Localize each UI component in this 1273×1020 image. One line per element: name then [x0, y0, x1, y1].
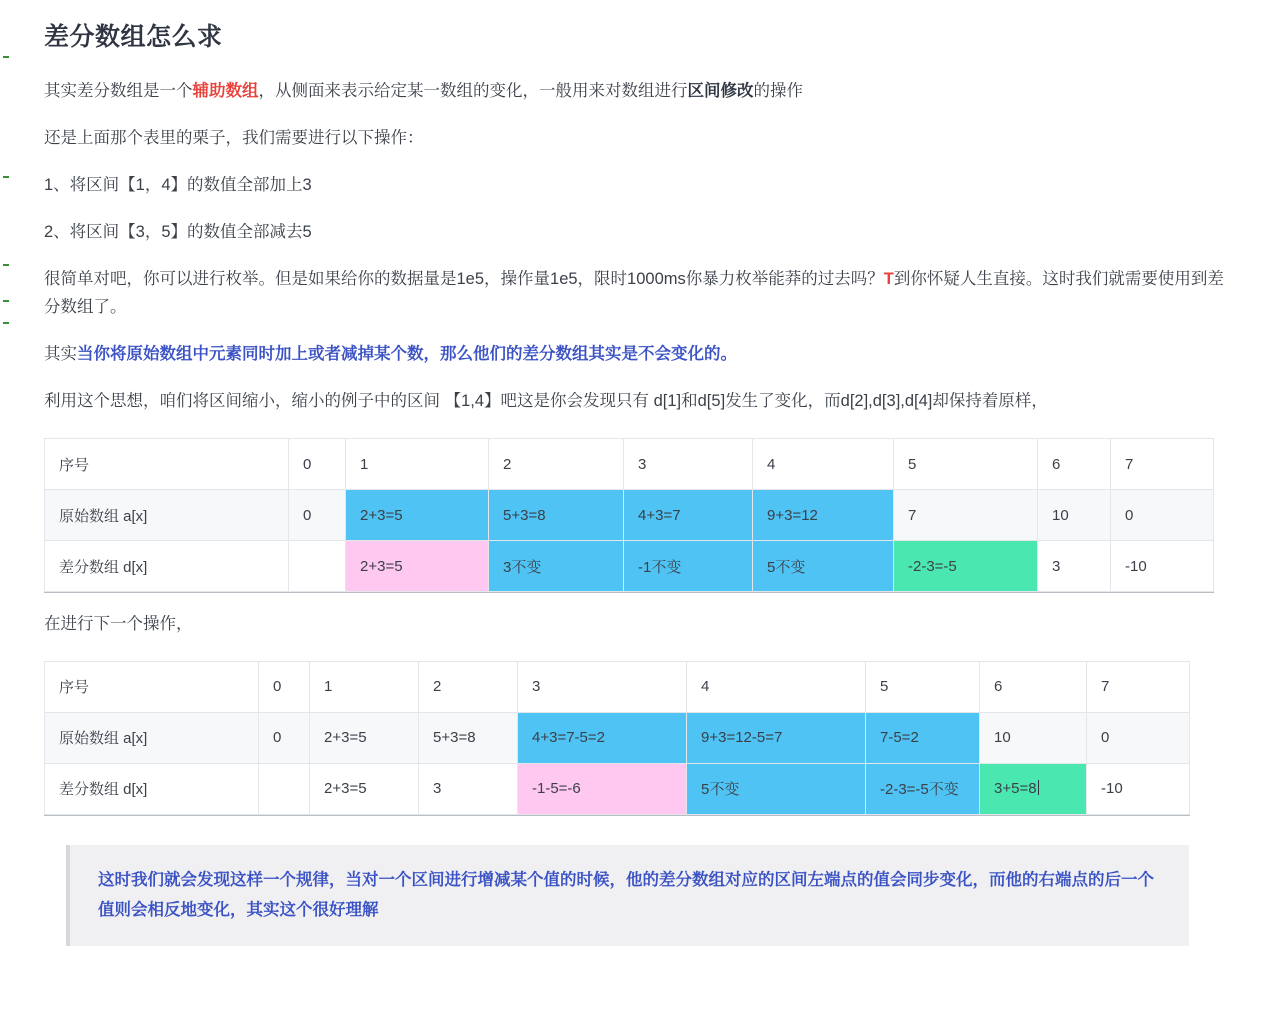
table-cell — [289, 541, 346, 592]
text-run: 到你怀疑人生直接。这时我们就需要使用到差分数组了。 — [44, 269, 1224, 317]
table-cell: 5 — [894, 439, 1038, 490]
right-rail — [1251, 0, 1273, 1020]
table-cell: 2+3=5 — [310, 712, 419, 763]
table-cell: -1不变 — [624, 541, 753, 592]
table-cell: 2+3=5 — [310, 763, 419, 814]
table-cell: 5不变 — [753, 541, 894, 592]
table-cell: 5+3=8 — [419, 712, 518, 763]
table-cell: 5不变 — [687, 763, 866, 814]
table-cell: 3 — [419, 763, 518, 814]
document-page — [22, 0, 1251, 1020]
paragraph-7 — [44, 387, 1229, 416]
cell-text: 3+5=8 — [994, 780, 1037, 798]
paragraph-4 — [44, 218, 1229, 247]
table-cell: -2-3=-5不变 — [866, 763, 980, 814]
text-run: 利用这个思想，咱们将区间缩小，缩小的例子中的区间 【1,4】吧这是你会发现只有 d[1]和d[5]发生了变化，而d[2],d[3],d[4]却保持着原样， — [44, 392, 1048, 411]
paragraph-5 — [44, 265, 1229, 323]
paragraph-1 — [44, 77, 1229, 106]
rail-tick — [3, 300, 9, 302]
rail-tick — [3, 264, 9, 266]
table-row — [45, 763, 1190, 814]
table-cell: -10 — [1111, 541, 1214, 592]
table-cell: 4 — [753, 439, 894, 490]
paragraph-3 — [44, 171, 1229, 200]
table-cell: 原始数组 a[x] — [45, 712, 259, 763]
table-cell: 差分数组 d[x] — [45, 763, 259, 814]
text-run-highlight: T — [883, 269, 894, 288]
table-cell: 10 — [1038, 490, 1111, 541]
table-cell: 7 — [1087, 661, 1190, 712]
text-run: 很简单对吧，你可以进行枚举。但是如果给你的数据量是1e5，操作量1e5，限时1000ms你暴力枚举能莽的过去吗？ — [44, 269, 884, 288]
text-run: 的操作 — [753, 82, 803, 100]
table-row — [45, 712, 1190, 763]
table-cell: 4 — [687, 661, 866, 712]
table-cell: -10 — [1087, 763, 1190, 814]
rail-tick — [3, 56, 9, 58]
table-cell: 5 — [866, 661, 980, 712]
table-cell: 2+3=5 — [346, 541, 489, 592]
between-tables-text: 在进行下一个操作， — [44, 615, 193, 633]
table-cell: 4+3=7-5=2 — [518, 712, 687, 763]
table-cell: 2 — [489, 439, 624, 490]
table-cell: 0 — [1087, 712, 1190, 763]
table-cell: 7 — [894, 490, 1038, 541]
table-row — [45, 490, 1214, 541]
left-rail — [0, 0, 22, 1020]
table-cell: 3 — [1038, 541, 1111, 592]
table-cell: 6 — [980, 661, 1087, 712]
note-callout: 这时我们就会发现这样一个规律，当对一个区间进行增减某个值的时候，他的差分数组对应的区间左端点的值会同步变化，而他的右端点的后一个值则会相反地变化，其实这个很好理解 — [66, 845, 1189, 946]
table-1 — [44, 438, 1214, 592]
rail-tick — [3, 176, 9, 178]
table-cell: -2-3=-5 — [894, 541, 1038, 592]
table-cell: 4+3=7 — [624, 490, 753, 541]
table-cell: 10 — [980, 712, 1087, 763]
table-cell: 3 — [624, 439, 753, 490]
text-run: 还是上面那个表里的栗子，我们需要进行以下操作： — [44, 128, 424, 147]
table-cell: 5+3=8 — [489, 490, 624, 541]
table-cell: 0 — [259, 712, 310, 763]
text-run: 1、将区间【1，4】的数值全部加上3 — [44, 175, 312, 194]
table-row — [45, 661, 1190, 712]
table-cell — [259, 763, 310, 814]
rail-tick — [3, 322, 9, 324]
table-cell-editing[interactable] — [980, 763, 1087, 814]
table-cell: 6 — [1038, 439, 1111, 490]
text-run: ，从侧面来表示给定某一数组的变化，一般用来对数组进行 — [258, 82, 688, 100]
table-cell: 3 — [518, 661, 687, 712]
text-caret — [1038, 780, 1039, 795]
table-cell: 0 — [289, 439, 346, 490]
table-cell: 7 — [1111, 439, 1214, 490]
table-cell: 0 — [1111, 490, 1214, 541]
table-cell: 7-5=2 — [866, 712, 980, 763]
text-run: 其实 — [44, 345, 77, 364]
table-row — [45, 439, 1214, 490]
table-cell: 9+3=12-5=7 — [687, 712, 866, 763]
table-cell: 0 — [259, 661, 310, 712]
table-cell: 0 — [289, 490, 346, 541]
paragraph-6 — [44, 340, 1229, 369]
table-cell: 3不变 — [489, 541, 624, 592]
table-cell: 2 — [419, 661, 518, 712]
table-cell: 序号 — [45, 661, 259, 712]
table-cell: 1 — [310, 661, 419, 712]
text-run: 2、将区间【3，5】的数值全部减去5 — [44, 222, 312, 241]
table-cell: 9+3=12 — [753, 490, 894, 541]
text-run: 其实差分数组是一个 — [44, 82, 193, 100]
table-cell: 原始数组 a[x] — [45, 490, 289, 541]
text-run-highlight: 辅助数组 — [192, 82, 259, 100]
paragraph-2 — [44, 124, 1229, 153]
table-2 — [44, 661, 1190, 815]
page-title: 差分数组怎么求 — [44, 23, 223, 51]
table-cell: 2+3=5 — [346, 490, 489, 541]
table-cell: 序号 — [45, 439, 289, 490]
text-run-emphasis: 当你将原始数组中元素同时加上或者减掉某个数，那么他们的差分数组其实是不会变化的。 — [77, 345, 737, 364]
table-cell: -1-5=-6 — [518, 763, 687, 814]
table-row — [45, 541, 1214, 592]
table-cell: 1 — [346, 439, 489, 490]
table-cell: 差分数组 d[x] — [45, 541, 289, 592]
text-run-bold: 区间修改 — [687, 82, 754, 100]
